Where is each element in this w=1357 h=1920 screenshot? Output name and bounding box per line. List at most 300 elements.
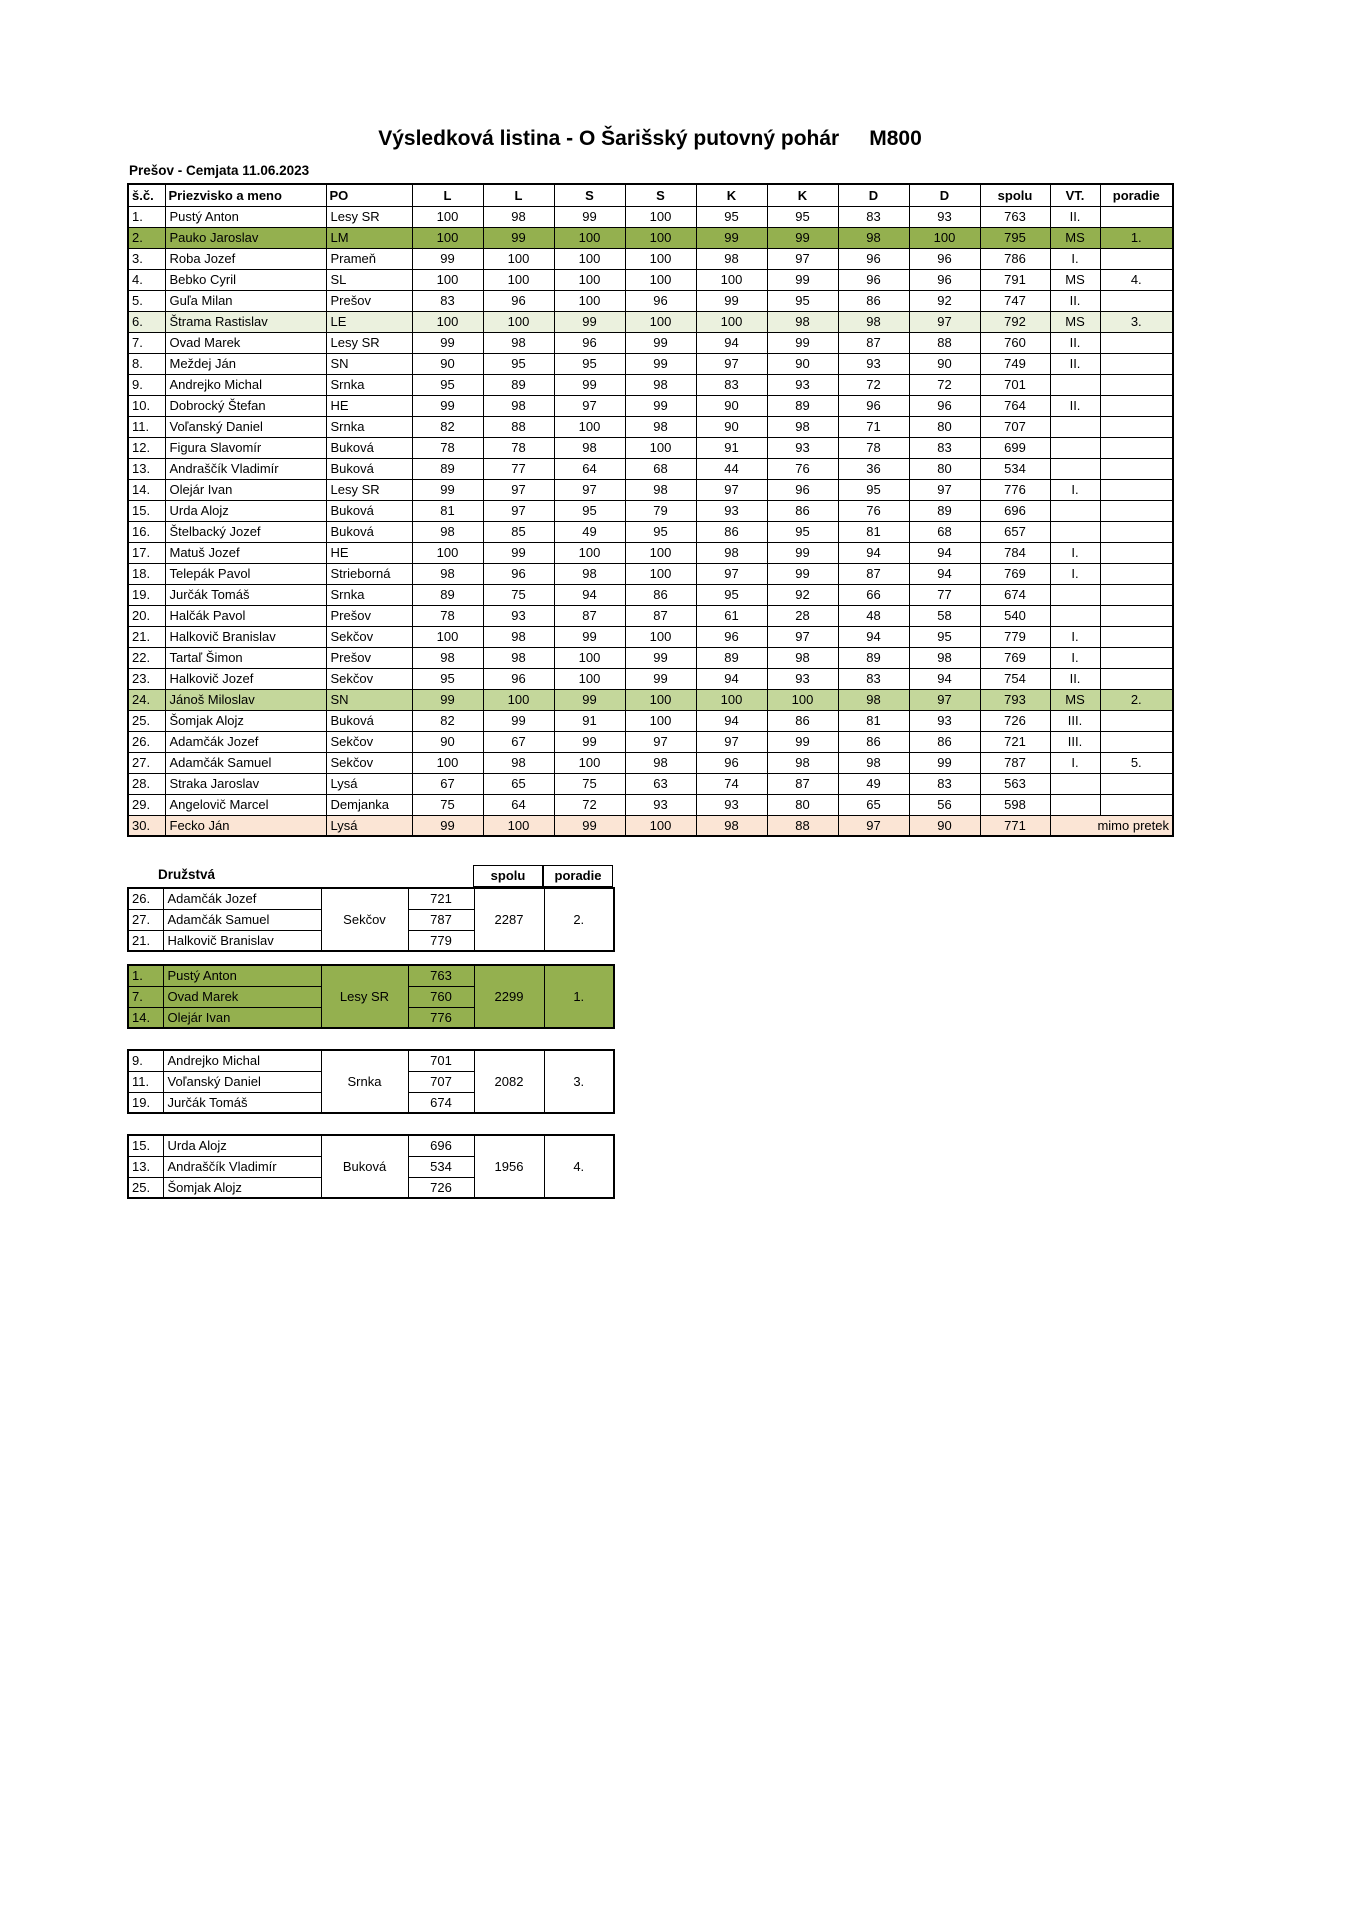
table-row xyxy=(128,311,1173,332)
score-cell: 95 xyxy=(483,353,554,374)
club-cell: Buková xyxy=(326,500,412,521)
score-cell: 95 xyxy=(696,206,767,227)
class-cell xyxy=(1050,437,1100,458)
score-cell: 98 xyxy=(625,374,696,395)
score-cell: 82 xyxy=(412,710,483,731)
total-cell: 771 xyxy=(980,815,1050,836)
club-cell: Prameň xyxy=(326,248,412,269)
score-cell: 81 xyxy=(838,521,909,542)
score-cell: 98 xyxy=(554,437,625,458)
rank-cell xyxy=(1100,332,1173,353)
club-cell: Buková xyxy=(326,458,412,479)
member-score-cell: 674 xyxy=(408,1092,474,1113)
member-score-cell: 696 xyxy=(408,1135,474,1156)
score-cell: 93 xyxy=(767,374,838,395)
score-cell: 86 xyxy=(625,584,696,605)
score-cell: 100 xyxy=(483,269,554,290)
team-name-cell: Sekčov xyxy=(321,888,408,951)
table-row xyxy=(128,815,1173,836)
page-subtitle: Prešov - Cemjata 11.06.2023 xyxy=(129,163,310,178)
score-cell: 99 xyxy=(625,332,696,353)
rank-cell xyxy=(1100,794,1173,815)
club-cell: Buková xyxy=(326,437,412,458)
score-cell: 76 xyxy=(767,458,838,479)
class-cell: II. xyxy=(1050,332,1100,353)
member-score-cell: 534 xyxy=(408,1156,474,1177)
score-cell: 97 xyxy=(909,311,980,332)
score-cell: 97 xyxy=(696,563,767,584)
total-cell: 696 xyxy=(980,500,1050,521)
column-header: K xyxy=(767,184,838,206)
table-row xyxy=(128,563,1173,584)
member-score-cell: 763 xyxy=(408,965,474,986)
score-cell: 76 xyxy=(838,500,909,521)
club-cell: Lysá xyxy=(326,815,412,836)
score-cell: 80 xyxy=(909,458,980,479)
score-cell: 88 xyxy=(483,416,554,437)
rank-cell xyxy=(1100,458,1173,479)
score-cell: 87 xyxy=(767,773,838,794)
competitor-name-cell: Angelovič Marcel xyxy=(165,794,326,815)
score-cell: 83 xyxy=(696,374,767,395)
table-row xyxy=(128,458,1173,479)
row-number-cell: 11. xyxy=(128,416,165,437)
competitor-name-cell: Halčák Pavol xyxy=(165,605,326,626)
team-total-cell: 2287 xyxy=(474,888,544,951)
team-name-cell: Lesy SR xyxy=(321,965,408,1028)
score-cell: 95 xyxy=(767,290,838,311)
page-title-code: M800 xyxy=(869,127,922,150)
competitor-name-cell: Halkovič Branislav xyxy=(165,626,326,647)
score-cell: 44 xyxy=(696,458,767,479)
column-header: S xyxy=(625,184,696,206)
score-cell: 100 xyxy=(412,626,483,647)
team-table xyxy=(127,887,615,952)
score-cell: 98 xyxy=(767,752,838,773)
score-cell: 56 xyxy=(909,794,980,815)
member-name-cell: Adamčák Samuel xyxy=(163,909,321,930)
team-member-row xyxy=(128,1135,614,1156)
score-cell: 98 xyxy=(483,647,554,668)
club-cell: HE xyxy=(326,542,412,563)
member-number-cell: 7. xyxy=(128,986,163,1007)
teams-header xyxy=(127,865,1173,887)
score-cell: 100 xyxy=(554,668,625,689)
score-cell: 100 xyxy=(554,416,625,437)
score-cell: 99 xyxy=(483,710,554,731)
rank-cell xyxy=(1100,647,1173,668)
club-cell: SN xyxy=(326,689,412,710)
score-cell: 49 xyxy=(838,773,909,794)
score-cell: 88 xyxy=(767,815,838,836)
member-score-cell: 721 xyxy=(408,888,474,909)
score-cell: 92 xyxy=(767,584,838,605)
score-cell: 98 xyxy=(696,248,767,269)
score-cell: 72 xyxy=(909,374,980,395)
club-cell: Srnka xyxy=(326,584,412,605)
member-number-cell: 11. xyxy=(128,1071,163,1092)
class-cell: I. xyxy=(1050,248,1100,269)
score-cell: 63 xyxy=(625,773,696,794)
row-number-cell: 6. xyxy=(128,311,165,332)
table-row xyxy=(128,416,1173,437)
score-cell: 72 xyxy=(838,374,909,395)
row-number-cell: 28. xyxy=(128,773,165,794)
score-cell: 100 xyxy=(625,248,696,269)
row-number-cell: 22. xyxy=(128,647,165,668)
club-cell: HE xyxy=(326,395,412,416)
competitor-name-cell: Figura Slavomír xyxy=(165,437,326,458)
table-row xyxy=(128,626,1173,647)
total-cell: 787 xyxy=(980,752,1050,773)
competitor-name-cell: Jánoš Miloslav xyxy=(165,689,326,710)
rank-cell xyxy=(1100,668,1173,689)
total-cell: 674 xyxy=(980,584,1050,605)
score-cell: 94 xyxy=(838,626,909,647)
results-table xyxy=(127,183,1174,837)
row-number-cell: 5. xyxy=(128,290,165,311)
score-cell: 98 xyxy=(483,626,554,647)
member-name-cell: Olejár Ivan xyxy=(163,1007,321,1028)
score-cell: 94 xyxy=(838,542,909,563)
rank-cell xyxy=(1100,248,1173,269)
score-cell: 81 xyxy=(838,710,909,731)
score-cell: 99 xyxy=(554,374,625,395)
competitor-name-cell: Adamčák Jozef xyxy=(165,731,326,752)
score-cell: 99 xyxy=(554,731,625,752)
score-cell: 98 xyxy=(838,752,909,773)
club-cell: Sekčov xyxy=(326,626,412,647)
score-cell: 100 xyxy=(554,752,625,773)
score-cell: 100 xyxy=(554,227,625,248)
team-member-row xyxy=(128,1050,614,1071)
score-cell: 95 xyxy=(625,521,696,542)
class-cell: I. xyxy=(1050,752,1100,773)
class-cell: II. xyxy=(1050,206,1100,227)
score-cell: 98 xyxy=(483,206,554,227)
score-cell: 99 xyxy=(412,815,483,836)
row-number-cell: 2. xyxy=(128,227,165,248)
score-cell: 97 xyxy=(696,353,767,374)
column-header: spolu xyxy=(980,184,1050,206)
score-cell: 78 xyxy=(838,437,909,458)
table-row xyxy=(128,542,1173,563)
score-cell: 94 xyxy=(696,668,767,689)
total-cell: 784 xyxy=(980,542,1050,563)
score-cell: 100 xyxy=(554,290,625,311)
score-cell: 96 xyxy=(838,269,909,290)
score-cell: 100 xyxy=(412,311,483,332)
score-cell: 75 xyxy=(483,584,554,605)
rank-cell: 4. xyxy=(1100,269,1173,290)
column-header: Priezvisko a meno xyxy=(165,184,326,206)
member-score-cell: 776 xyxy=(408,1007,474,1028)
competitor-name-cell: Jurčák Tomáš xyxy=(165,584,326,605)
club-cell: Lesy SR xyxy=(326,479,412,500)
score-cell: 49 xyxy=(554,521,625,542)
score-cell: 99 xyxy=(554,311,625,332)
team-member-row xyxy=(128,888,614,909)
row-number-cell: 26. xyxy=(128,731,165,752)
score-cell: 86 xyxy=(767,500,838,521)
score-cell: 98 xyxy=(625,416,696,437)
score-cell: 80 xyxy=(909,416,980,437)
score-cell: 100 xyxy=(412,269,483,290)
score-cell: 48 xyxy=(838,605,909,626)
class-cell xyxy=(1050,458,1100,479)
table-row xyxy=(128,647,1173,668)
rank-cell xyxy=(1100,353,1173,374)
team-total-cell: 1956 xyxy=(474,1135,544,1198)
results-header-row xyxy=(128,184,1173,206)
score-cell: 100 xyxy=(625,269,696,290)
score-cell: 95 xyxy=(554,353,625,374)
total-cell: 701 xyxy=(980,374,1050,395)
total-cell: 721 xyxy=(980,731,1050,752)
competitor-name-cell: Pustý Anton xyxy=(165,206,326,227)
total-cell: 749 xyxy=(980,353,1050,374)
member-number-cell: 13. xyxy=(128,1156,163,1177)
team-name-cell: Buková xyxy=(321,1135,408,1198)
member-name-cell: Urda Alojz xyxy=(163,1135,321,1156)
club-cell: SL xyxy=(326,269,412,290)
column-header: PO xyxy=(326,184,412,206)
score-cell: 80 xyxy=(767,794,838,815)
score-cell: 96 xyxy=(696,752,767,773)
score-cell: 97 xyxy=(909,479,980,500)
class-cell xyxy=(1050,584,1100,605)
total-cell: 776 xyxy=(980,479,1050,500)
total-cell: 657 xyxy=(980,521,1050,542)
competitor-name-cell: Dobrocký Štefan xyxy=(165,395,326,416)
score-cell: 93 xyxy=(696,500,767,521)
score-cell: 100 xyxy=(554,248,625,269)
score-cell: 90 xyxy=(696,395,767,416)
score-cell: 86 xyxy=(909,731,980,752)
row-number-cell: 21. xyxy=(128,626,165,647)
class-cell: I. xyxy=(1050,542,1100,563)
score-cell: 95 xyxy=(909,626,980,647)
row-number-cell: 16. xyxy=(128,521,165,542)
score-cell: 88 xyxy=(909,332,980,353)
competitor-name-cell: Šomjak Alojz xyxy=(165,710,326,731)
total-cell: 699 xyxy=(980,437,1050,458)
score-cell: 98 xyxy=(412,563,483,584)
score-cell: 91 xyxy=(696,437,767,458)
score-cell: 94 xyxy=(909,542,980,563)
score-cell: 100 xyxy=(625,815,696,836)
score-cell: 96 xyxy=(909,248,980,269)
score-cell: 89 xyxy=(483,374,554,395)
total-cell: 726 xyxy=(980,710,1050,731)
total-cell: 793 xyxy=(980,689,1050,710)
total-cell: 598 xyxy=(980,794,1050,815)
teams-section xyxy=(127,887,1173,1199)
score-cell: 92 xyxy=(909,290,980,311)
score-cell: 98 xyxy=(767,416,838,437)
score-cell: 95 xyxy=(554,500,625,521)
rank-cell xyxy=(1100,437,1173,458)
teams-section-label: Družstvá xyxy=(158,867,216,882)
note-cell: mimo pretek xyxy=(1050,815,1173,836)
score-cell: 98 xyxy=(412,521,483,542)
score-cell: 93 xyxy=(767,437,838,458)
table-row xyxy=(128,584,1173,605)
score-cell: 97 xyxy=(696,731,767,752)
rank-cell: 1. xyxy=(1100,227,1173,248)
score-cell: 99 xyxy=(412,689,483,710)
score-cell: 99 xyxy=(412,479,483,500)
total-cell: 540 xyxy=(980,605,1050,626)
team-name-cell: Srnka xyxy=(321,1050,408,1113)
score-cell: 89 xyxy=(767,395,838,416)
member-name-cell: Andrejko Michal xyxy=(163,1050,321,1071)
competitor-name-cell: Pauko Jaroslav xyxy=(165,227,326,248)
row-number-cell: 1. xyxy=(128,206,165,227)
club-cell: Buková xyxy=(326,521,412,542)
score-cell: 96 xyxy=(483,563,554,584)
score-cell: 99 xyxy=(625,668,696,689)
table-row xyxy=(128,479,1173,500)
row-number-cell: 30. xyxy=(128,815,165,836)
score-cell: 83 xyxy=(909,773,980,794)
score-cell: 99 xyxy=(554,206,625,227)
score-cell: 96 xyxy=(909,395,980,416)
class-cell: II. xyxy=(1050,353,1100,374)
score-cell: 82 xyxy=(412,416,483,437)
total-cell: 779 xyxy=(980,626,1050,647)
rank-cell xyxy=(1100,731,1173,752)
member-name-cell: Jurčák Tomáš xyxy=(163,1092,321,1113)
score-cell: 75 xyxy=(554,773,625,794)
score-cell: 98 xyxy=(838,227,909,248)
member-number-cell: 14. xyxy=(128,1007,163,1028)
teams-poradie-header: poradie xyxy=(543,865,613,887)
score-cell: 99 xyxy=(483,227,554,248)
score-cell: 98 xyxy=(625,479,696,500)
table-row xyxy=(128,752,1173,773)
score-cell: 97 xyxy=(838,815,909,836)
score-cell: 96 xyxy=(483,290,554,311)
member-name-cell: Voľanský Daniel xyxy=(163,1071,321,1092)
total-cell: 769 xyxy=(980,563,1050,584)
score-cell: 65 xyxy=(483,773,554,794)
score-cell: 95 xyxy=(838,479,909,500)
member-score-cell: 726 xyxy=(408,1177,474,1198)
score-cell: 99 xyxy=(767,563,838,584)
member-name-cell: Pustý Anton xyxy=(163,965,321,986)
table-row xyxy=(128,290,1173,311)
table-row xyxy=(128,710,1173,731)
rank-cell xyxy=(1100,626,1173,647)
rank-cell xyxy=(1100,710,1173,731)
score-cell: 99 xyxy=(554,815,625,836)
score-cell: 100 xyxy=(483,815,554,836)
score-cell: 100 xyxy=(554,269,625,290)
member-number-cell: 21. xyxy=(128,930,163,951)
member-number-cell: 25. xyxy=(128,1177,163,1198)
score-cell: 97 xyxy=(909,689,980,710)
competitor-name-cell: Meždej Ján xyxy=(165,353,326,374)
club-cell: Lysá xyxy=(326,773,412,794)
score-cell: 95 xyxy=(412,374,483,395)
total-cell: 764 xyxy=(980,395,1050,416)
score-cell: 81 xyxy=(412,500,483,521)
class-cell: I. xyxy=(1050,647,1100,668)
score-cell: 96 xyxy=(483,668,554,689)
table-row xyxy=(128,437,1173,458)
column-header: L xyxy=(483,184,554,206)
club-cell: Sekčov xyxy=(326,752,412,773)
competitor-name-cell: Andraščík Vladimír xyxy=(165,458,326,479)
row-number-cell: 27. xyxy=(128,752,165,773)
column-header: poradie xyxy=(1100,184,1173,206)
score-cell: 99 xyxy=(696,290,767,311)
score-cell: 66 xyxy=(838,584,909,605)
competitor-name-cell: Halkovič Jozef xyxy=(165,668,326,689)
score-cell: 100 xyxy=(625,542,696,563)
club-cell: Buková xyxy=(326,710,412,731)
member-score-cell: 787 xyxy=(408,909,474,930)
table-row xyxy=(128,668,1173,689)
column-header: L xyxy=(412,184,483,206)
score-cell: 99 xyxy=(625,395,696,416)
table-row xyxy=(128,731,1173,752)
competitor-name-cell: Štelbacký Jozef xyxy=(165,521,326,542)
document-content xyxy=(127,0,1173,1199)
score-cell: 67 xyxy=(412,773,483,794)
score-cell: 100 xyxy=(625,437,696,458)
score-cell: 99 xyxy=(625,353,696,374)
club-cell: Strieborná xyxy=(326,563,412,584)
competitor-name-cell: Andrejko Michal xyxy=(165,374,326,395)
total-cell: 795 xyxy=(980,227,1050,248)
score-cell: 100 xyxy=(483,689,554,710)
score-cell: 99 xyxy=(625,647,696,668)
score-cell: 98 xyxy=(554,563,625,584)
score-cell: 100 xyxy=(554,647,625,668)
rank-cell: 2. xyxy=(1100,689,1173,710)
score-cell: 68 xyxy=(625,458,696,479)
score-cell: 90 xyxy=(767,353,838,374)
score-cell: 99 xyxy=(767,332,838,353)
table-row xyxy=(128,227,1173,248)
score-cell: 99 xyxy=(767,731,838,752)
total-cell: 763 xyxy=(980,206,1050,227)
rank-cell xyxy=(1100,500,1173,521)
score-cell: 98 xyxy=(483,395,554,416)
score-cell: 95 xyxy=(767,206,838,227)
competitor-name-cell: Straka Jaroslav xyxy=(165,773,326,794)
score-cell: 94 xyxy=(696,332,767,353)
score-cell: 95 xyxy=(696,584,767,605)
rank-cell xyxy=(1100,395,1173,416)
table-row xyxy=(128,332,1173,353)
score-cell: 61 xyxy=(696,605,767,626)
score-cell: 99 xyxy=(554,626,625,647)
score-cell: 78 xyxy=(483,437,554,458)
row-number-cell: 17. xyxy=(128,542,165,563)
score-cell: 86 xyxy=(767,710,838,731)
score-cell: 99 xyxy=(412,332,483,353)
class-cell: II. xyxy=(1050,395,1100,416)
team-rank-cell: 4. xyxy=(544,1135,614,1198)
score-cell: 100 xyxy=(767,689,838,710)
score-cell: 90 xyxy=(909,815,980,836)
column-header: š.č. xyxy=(128,184,165,206)
row-number-cell: 29. xyxy=(128,794,165,815)
score-cell: 94 xyxy=(909,668,980,689)
